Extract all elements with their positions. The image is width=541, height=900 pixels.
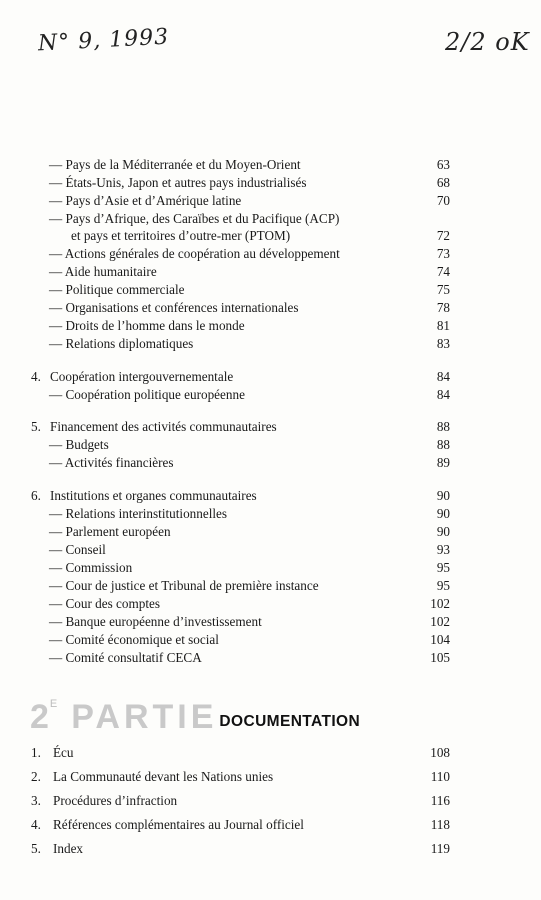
handwritten-check-note: 2/2 oK: [445, 28, 530, 56]
toc-page-number: 90: [436, 506, 450, 521]
toc-page-number: 63: [436, 157, 450, 172]
toc-row: [0, 649, 541, 667]
toc-row: [0, 595, 541, 613]
toc-item-text: — Pays de la Méditerranée et du Moyen-Orient: [49, 156, 301, 174]
toc-section-title: Coopération intergouvernementale: [50, 369, 234, 384]
toc-row: [0, 174, 541, 192]
toc-row: [0, 210, 541, 228]
toc-page-number: 88: [436, 419, 450, 434]
toc-page-number: 84: [436, 369, 450, 384]
toc-row: [0, 613, 541, 631]
toc-item-text-continued: et pays et territoires d’outre-mer (PTOM): [71, 228, 291, 243]
toc-row: [0, 454, 541, 472]
toc-item-text: — Activités financières: [49, 454, 174, 472]
toc-item-text: — Relations interinstitutionnelles: [49, 505, 227, 523]
toc-item-text: — Politique commerciale: [49, 281, 185, 299]
toc-page-number: 105: [430, 650, 450, 665]
toc-page-number: 110: [430, 769, 450, 784]
part-word: PARTIE: [71, 698, 218, 736]
part-title: DOCUMENTATION: [219, 713, 361, 730]
toc-row: [0, 263, 541, 281]
toc-section-title: Références complémentaires au Journal officiel: [53, 817, 304, 832]
toc-section-number: 5.: [31, 841, 41, 856]
toc-page-number: 102: [430, 596, 450, 611]
toc-row: [0, 156, 541, 174]
toc-page-number: 83: [436, 336, 450, 351]
toc-page-number: 95: [436, 578, 450, 593]
toc-item-text: — Cour des comptes: [49, 595, 160, 613]
toc-item-text: — États-Unis, Japon et autres pays industrialisés: [49, 174, 306, 192]
toc-page-number: 116: [430, 793, 450, 808]
toc-row: [0, 335, 541, 353]
toc-row: [0, 541, 541, 559]
toc-item-text: — Comité économique et social: [49, 631, 219, 649]
toc-page-number: 84: [436, 387, 450, 402]
toc-row: [0, 317, 541, 335]
toc-row: [0, 523, 541, 541]
part-heading: [30, 698, 360, 734]
toc-section-heading: [0, 744, 541, 762]
toc-page-number: 68: [436, 175, 450, 190]
toc-section-title: La Communauté devant les Nations unies: [53, 769, 274, 784]
part-number-superscript: E: [49, 698, 58, 710]
toc-section-number: 5.: [31, 419, 41, 434]
toc-section-heading: [0, 487, 541, 505]
toc-section-title: Financement des activités communautaires: [50, 419, 277, 434]
toc-item-text: — Organisations et conférences internationales: [49, 299, 299, 317]
toc-page-number: 88: [436, 437, 450, 452]
toc-row: [0, 386, 541, 404]
toc-page-number: 119: [430, 841, 450, 856]
toc-page-number: 89: [436, 455, 450, 470]
toc-page-number: 102: [430, 614, 450, 629]
toc-section-number: 6.: [31, 488, 41, 503]
toc-item-text: — Coopération politique européenne: [49, 386, 245, 404]
toc-page-number: 78: [436, 300, 450, 315]
toc-row: [0, 505, 541, 523]
toc-item-text: — Actions générales de coopération au développement: [49, 245, 340, 263]
toc-item-text: — Relations diplomatiques: [49, 335, 193, 353]
toc-section-title: Écu: [53, 745, 74, 760]
toc-row: [0, 559, 541, 577]
toc-row: [0, 192, 541, 210]
toc-page-number: 73: [436, 246, 450, 261]
toc-section-title: Index: [53, 841, 84, 856]
toc-item-text: — Comité consultatif CECA: [49, 649, 202, 667]
toc-section-heading: [0, 418, 541, 436]
toc-page-number: 108: [430, 745, 450, 760]
toc-section-title: Institutions et organes communautaires: [50, 488, 257, 503]
toc-section-heading: [0, 816, 541, 834]
toc-item-text: — Droits de l’homme dans le monde: [49, 317, 245, 335]
toc-page-number: 90: [436, 524, 450, 539]
toc-row: [0, 436, 541, 454]
toc-page-number: 118: [430, 817, 450, 832]
toc-row: [0, 227, 541, 245]
toc-item-text: — Banque européenne d’investissement: [49, 613, 262, 631]
toc-item-text: — Budgets: [49, 436, 109, 454]
toc-section-number: 4.: [31, 817, 41, 832]
toc-section-heading: [0, 840, 541, 858]
toc-item-text: — Pays d’Asie et d’Amérique latine: [49, 192, 241, 210]
toc-item-text: — Cour de justice et Tribunal de première instance: [49, 577, 319, 595]
part-number: 2: [30, 698, 49, 736]
toc-row: [0, 299, 541, 317]
toc-page-number: 104: [430, 632, 450, 647]
handwritten-issue-note: N° 9, 1993: [37, 24, 170, 57]
toc-page-number: 70: [436, 193, 450, 208]
toc-page-number: 90: [436, 488, 450, 503]
toc-section-heading: [0, 768, 541, 786]
toc-section-heading: [0, 792, 541, 810]
toc-section-heading: [0, 368, 541, 386]
toc-row: [0, 281, 541, 299]
toc-page-number: 74: [436, 264, 450, 279]
toc-section-title: Procédures d’infraction: [53, 793, 178, 808]
toc-section-number: 1.: [31, 745, 41, 760]
toc-item-text: — Conseil: [49, 541, 106, 559]
toc-item-text: — Parlement européen: [49, 523, 171, 541]
toc-page-number: 72: [436, 228, 450, 243]
toc-page-number: 93: [436, 542, 450, 557]
toc-section-number: 3.: [31, 793, 41, 808]
toc-row: [0, 245, 541, 263]
toc-item-text: — Commission: [49, 559, 132, 577]
toc-section-number: 2.: [31, 769, 41, 784]
toc-page-number: 81: [436, 318, 450, 333]
toc-item-text: — Pays d’Afrique, des Caraïbes et du Pacifique (ACP): [49, 210, 339, 228]
toc-row: [0, 577, 541, 595]
toc-item-text: — Aide humanitaire: [49, 263, 157, 281]
toc-page-number: 95: [436, 560, 450, 575]
toc-page-number: 75: [436, 282, 450, 297]
toc-section-number: 4.: [31, 369, 41, 384]
toc-row: [0, 631, 541, 649]
